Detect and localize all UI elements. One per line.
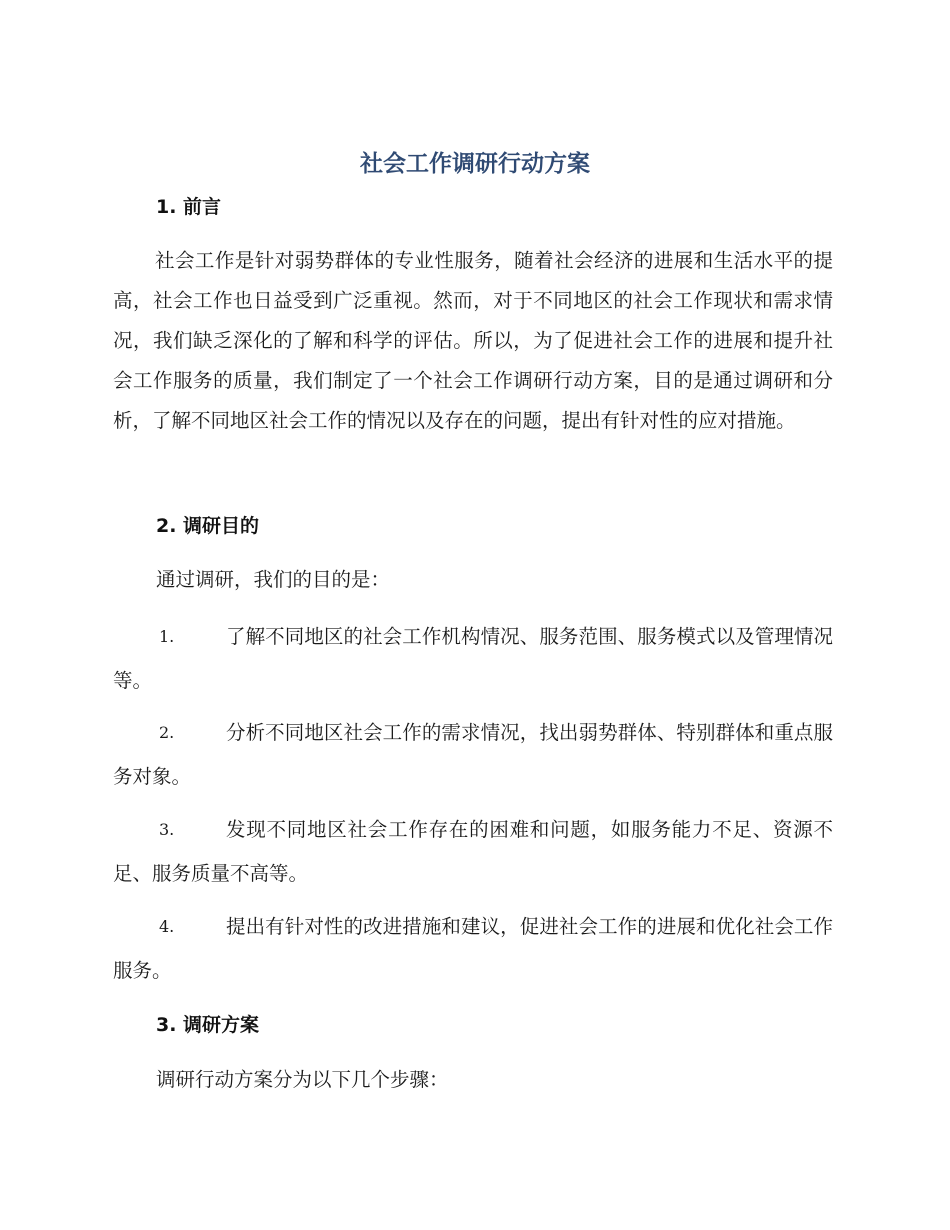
section-heading-preface: 1. 前言 xyxy=(156,196,222,218)
list-item xyxy=(113,711,833,799)
list-item-number: 1. xyxy=(159,627,175,646)
list-item-number: 4. xyxy=(159,917,175,936)
list-item-text: 发现不同地区社会工作存在的困难和问题，如服务能力不足、资源不足、服务质量不高等。 xyxy=(113,818,833,885)
list-item-text: 提出有针对性的改进措施和建议，促进社会工作的进展和优化社会工作服务。 xyxy=(113,915,833,982)
list-item xyxy=(113,905,833,993)
preface-paragraph: 社会工作是针对弱势群体的专业性服务，随着社会经济的进展和生活水平的提高，社会工作也日益受到广泛重视。然而，对于不同地区的社会工作现状和需求情况，我们缺乏深化的了解和科学的评估。所以，为了促进社会工作的进展和提升社会工作服务的质量，我们制定了一个社会工作调研行动方案，目的是通过调研和分析，了解不同地区社会工作的情况以及存在的问题，提出有针对性的应对措施。 xyxy=(113,249,833,432)
list-item-text: 了解不同地区的社会工作机构情况、服务范围、服务模式以及管理情况等。 xyxy=(113,625,833,692)
purpose-intro: 通过调研，我们的目的是： xyxy=(156,568,391,591)
document-title: 社会工作调研行动方案 xyxy=(360,151,590,177)
section-heading-plan: 3. 调研方案 xyxy=(156,1014,260,1036)
list-item xyxy=(113,808,833,896)
list-item-text: 分析不同地区社会工作的需求情况，找出弱势群体、特别群体和重点服务对象。 xyxy=(113,721,833,788)
section-heading-purpose: 2. 调研目的 xyxy=(156,515,260,537)
list-item-number: 2. xyxy=(159,723,175,742)
list-item xyxy=(113,615,833,703)
list-item-number: 3. xyxy=(159,820,175,839)
plan-intro: 调研行动方案分为以下几个步骤： xyxy=(156,1068,449,1091)
